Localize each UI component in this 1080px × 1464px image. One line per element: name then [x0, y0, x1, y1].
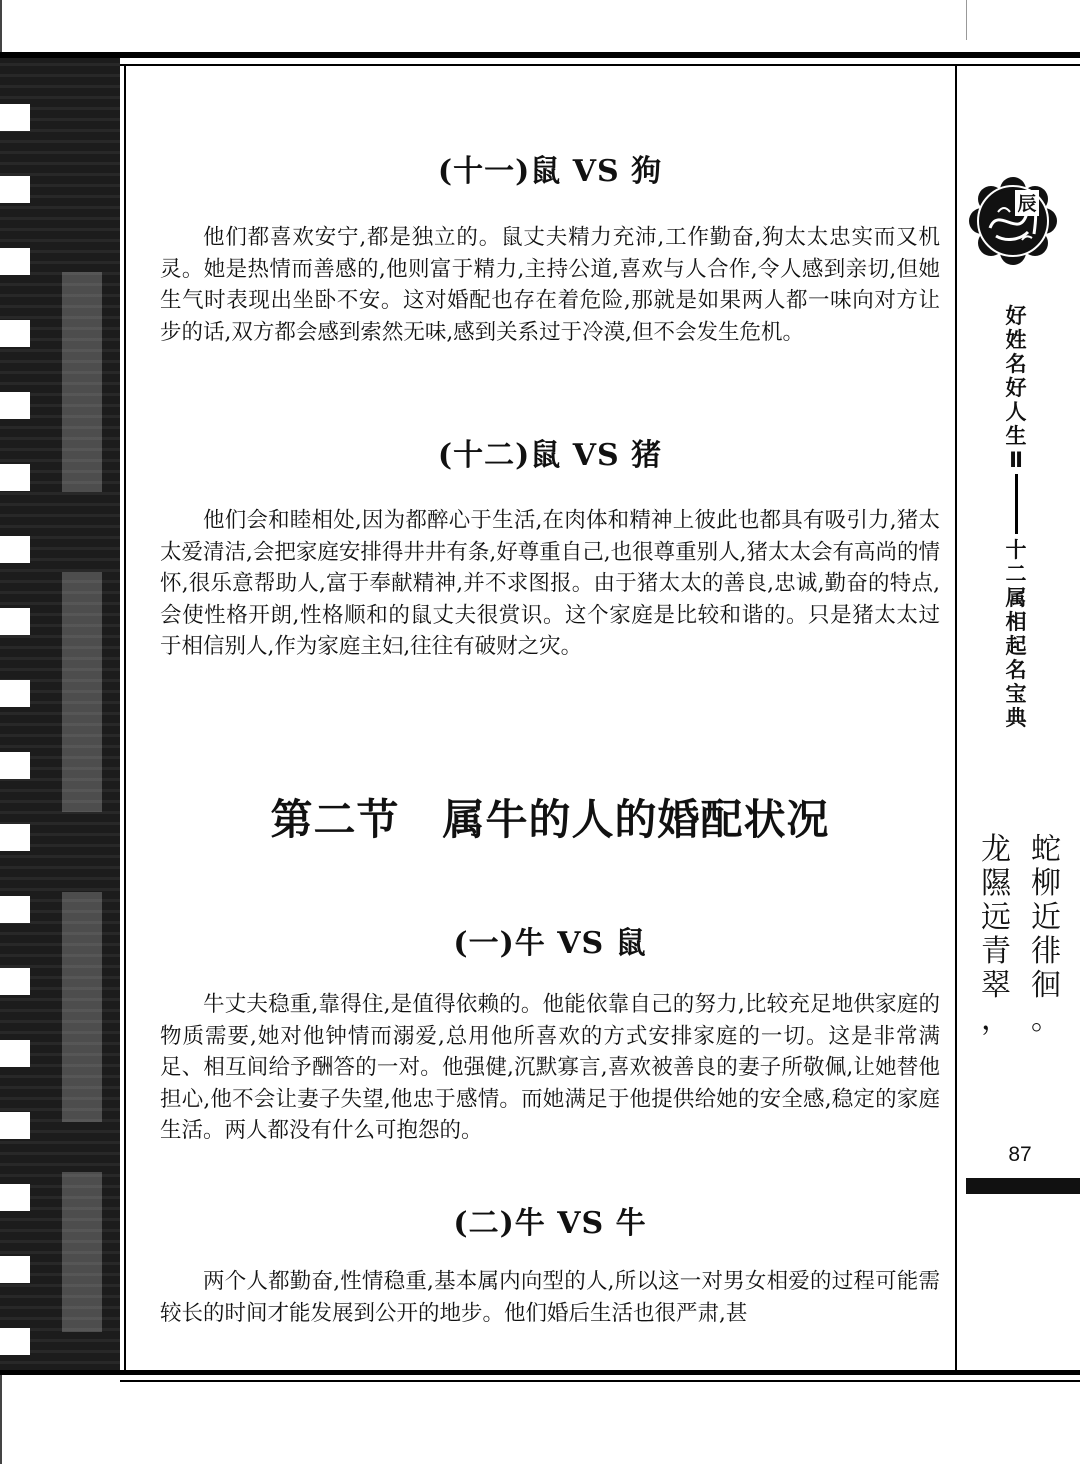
- title-char: 姓: [1005, 328, 1027, 352]
- film-hole: [0, 1040, 30, 1067]
- title-char: 人: [1005, 400, 1027, 424]
- film-hole: [0, 320, 30, 347]
- title-char: 典: [1005, 706, 1027, 730]
- film-hole: [0, 248, 30, 275]
- film-hole: [0, 536, 30, 563]
- frame-left-line: [124, 64, 126, 1374]
- paragraph-ox-ox: 两个人都勤奋,性情稳重,基本属内向型的人,所以这一对男女相爱的过程可能需较长的时间才能发展到公开的地步。他们婚后生活也很严肃,甚: [160, 1269, 940, 1326]
- title-char: 好: [1005, 304, 1027, 328]
- film-hole: [0, 1184, 30, 1211]
- section-heading: 第二节 属牛的人的婚配状况: [270, 795, 830, 844]
- frame-right-line: [955, 64, 957, 1374]
- poem-char: 。: [1031, 1002, 1061, 1037]
- film-hole: [0, 464, 30, 491]
- title-char: 属: [1005, 586, 1027, 610]
- poem-char: 远: [981, 900, 1011, 935]
- poem-char: 徊: [1031, 968, 1061, 1003]
- top-rule: [0, 52, 1080, 58]
- subheading-ox-rat: (一)牛 VS 鼠: [453, 926, 647, 961]
- title-char: 宝: [1005, 682, 1027, 706]
- title-char: Ⅱ: [1009, 448, 1023, 472]
- film-hole: [0, 680, 30, 707]
- poem-char: 青: [981, 934, 1011, 969]
- bottom-rule: [0, 1370, 1080, 1375]
- page-number-bar: [966, 1178, 1080, 1194]
- page-number: 87: [1008, 1143, 1032, 1166]
- film-frame-ghost: [62, 572, 102, 812]
- title-char: 十: [1005, 538, 1027, 562]
- film-hole: [0, 896, 30, 923]
- poem-column-left: [974, 833, 1018, 1037]
- title-char: 好: [1005, 376, 1027, 400]
- paragraph-rat-pig: 他们会和睦相处,因为都醉心于生活,在肉体和精神上彼此也都具有吸引力,猪太太爱清洁,会把家庭安排得井井有条,好尊重自己,也很尊重别人,猪太太会有高尚的情怀,很乐意帮助人,富于奉献精神,并不求图报。由于猪太太的善良,忠诚,勤奋的特点,会使性格开朗,性格顺和的鼠丈夫很赏识。这个家庭是比较和谐的。只是猪太太过于相信别人,作为家庭主妇,往往有破财之灾。: [160, 508, 940, 659]
- film-frame-ghost: [62, 1172, 102, 1332]
- title-char: 起: [1005, 634, 1027, 658]
- poem-char: ，: [981, 1002, 1011, 1037]
- book-title-vertical: [998, 304, 1034, 730]
- title-char: 名: [1005, 352, 1027, 376]
- paragraph-ox-rat: 牛丈夫稳重,靠得住,是值得依赖的。他能依靠自己的努力,比较充足地供家庭的物质需要,她对他钟情而溺爱,总用他所喜欢的方式安排家庭的一切。这是非常满足、相互间给予酬答的一对。他强健,沉默寡言,喜欢被善良的妻子所敬佩,让她替他担心,他不会让妻子失望,他忠于感情。而她满足于他提供给她的安全感,稳定的家庭生活。两人都没有什么可抱怨的。: [160, 992, 940, 1143]
- margin-edge: [966, 0, 967, 40]
- poem-char: 蛇: [1031, 832, 1061, 867]
- film-hole: [0, 1328, 30, 1355]
- film-frame-ghost: [62, 892, 102, 1122]
- poem-char: 隰: [981, 866, 1011, 901]
- title-dash: [1015, 474, 1018, 534]
- subheading-rat-dog: (十一)鼠 VS 狗: [437, 154, 663, 189]
- dragon-emblem-icon: [968, 176, 1058, 266]
- poem-char: 翠: [981, 968, 1011, 1003]
- poem-char: 龙: [981, 832, 1011, 867]
- film-hole: [0, 176, 30, 203]
- title-char: 名: [1005, 658, 1027, 682]
- film-hole: [0, 968, 30, 995]
- film-hole: [0, 1112, 30, 1139]
- film-hole: [0, 392, 30, 419]
- film-strip-decoration: [0, 52, 120, 1374]
- film-hole: [0, 104, 30, 131]
- top-rule-thin: [120, 64, 1080, 66]
- bottom-rule-thin: [120, 1380, 1080, 1382]
- film-hole: [0, 752, 30, 779]
- emblem-char: 辰: [1017, 193, 1037, 215]
- poem-char: 近: [1031, 900, 1061, 935]
- film-hole: [0, 1256, 30, 1283]
- poem-char: 徘: [1031, 934, 1061, 969]
- title-char: 生: [1005, 424, 1027, 448]
- paragraph-rat-dog: 他们都喜欢安宁,都是独立的。鼠丈夫精力充沛,工作勤奋,狗太太忠实而又机灵。她是热情而善感的,他则富于精力,主持公道,喜欢与人合作,令人感到亲切,但她生气时表现出坐卧不安。这对婚配也存在着危险,那就是如果两人都一味向对方让步的话,双方都会感到索然无味,感到关系过于冷漠,但不会发生危机。: [160, 225, 940, 345]
- subheading-rat-pig: (十二)鼠 VS 猪: [437, 438, 663, 473]
- poem-char: 柳: [1031, 866, 1061, 901]
- poem-column-right: [1024, 833, 1068, 1037]
- title-char: 二: [1005, 562, 1027, 586]
- film-frame-ghost: [62, 272, 102, 492]
- film-hole: [0, 824, 30, 851]
- subheading-ox-ox: (二)牛 VS 牛: [453, 1206, 647, 1241]
- title-char: 相: [1005, 610, 1027, 634]
- film-hole: [0, 608, 30, 635]
